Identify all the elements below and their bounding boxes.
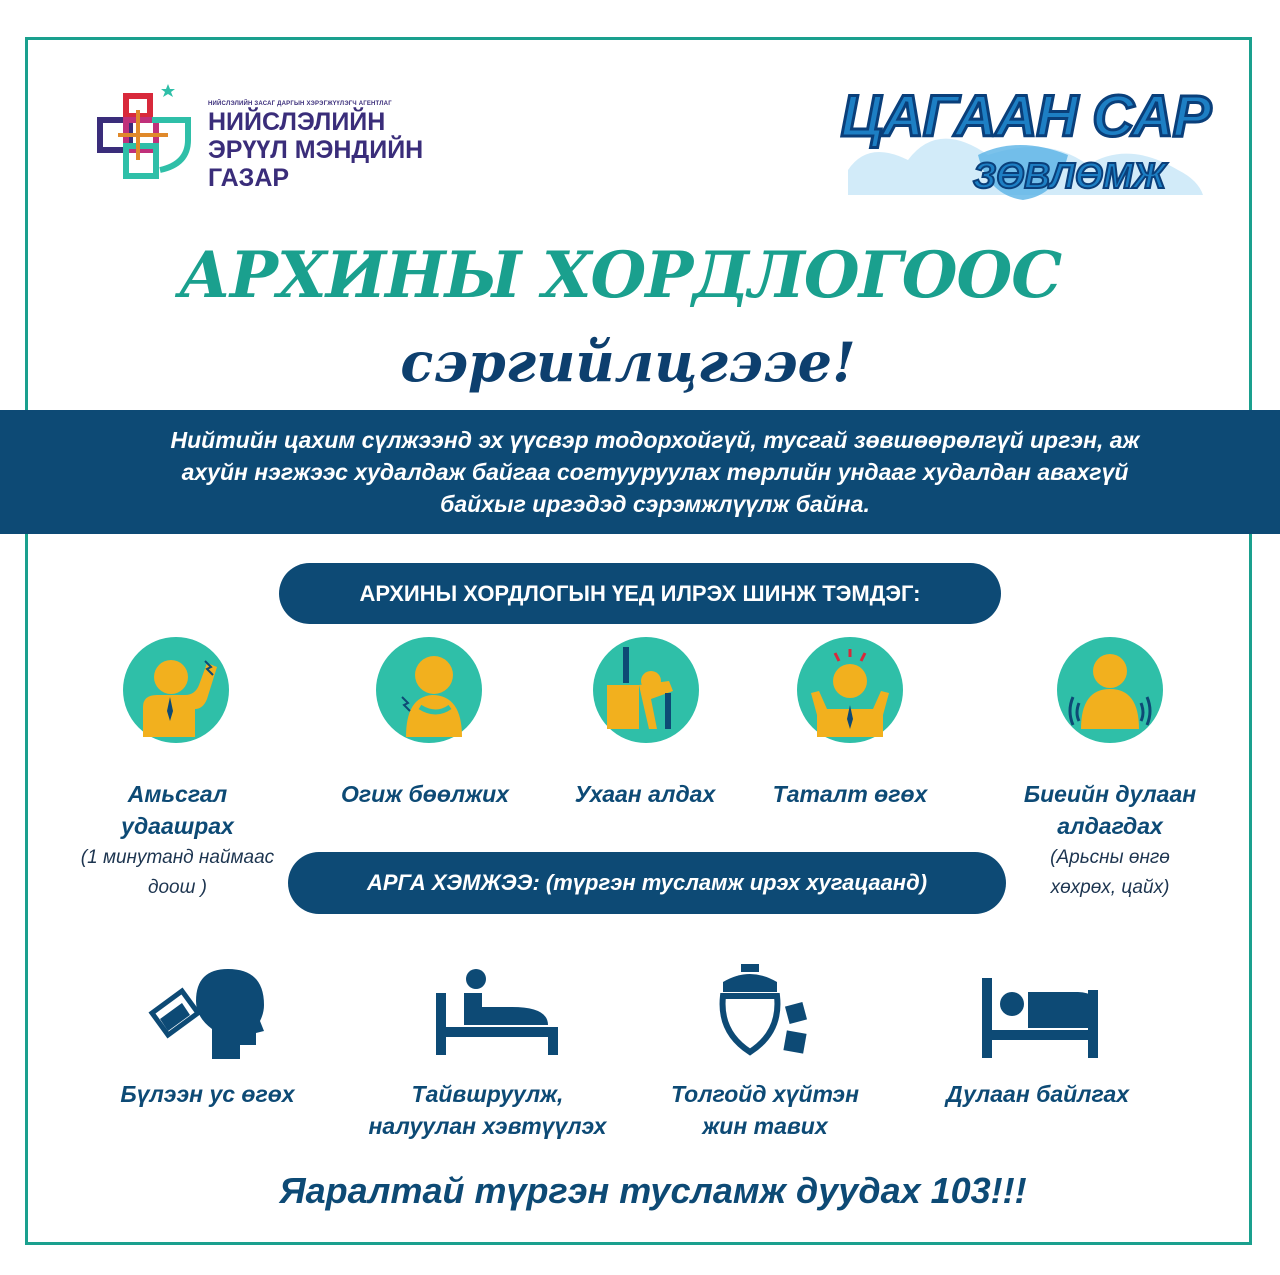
action-label: Дулаан байлгах — [945, 1081, 1130, 1107]
holiday-title: ЦАГААН САР — [840, 84, 1211, 149]
action-label: Толгойд хүйтэн жин тавих — [670, 1081, 860, 1139]
warning-text: Нийтийн цахим сүлжээнд эх үүсвэр тодорхойгүй, тусгай зөвшөөрөлгүй иргэн, аж ахуйн нэгжээс худалдаж байгаа согтууруулах төрлийн ундааг худалдан авахгүй байхыг иргэдэд сэрэмжлүүлж байна. — [170, 427, 1140, 517]
seizure-person-icon — [797, 637, 903, 743]
action-label: Тайвшруулж, налуулан хэвтүүлэх — [368, 1081, 607, 1139]
warning-banner — [0, 410, 1280, 534]
emergency-call-text: Яаралтай түргэн тусламж дуудах 103!!! — [279, 1170, 1027, 1211]
vomiting-person-icon — [376, 637, 482, 743]
org-logo — [96, 80, 436, 190]
shivering-person-icon — [1057, 637, 1163, 743]
drinking-water-icon — [148, 965, 268, 1065]
symptom-note: (Арьсны өнгө хөхрөх, цайх) — [1050, 847, 1170, 898]
main-heading: АРХИНЫ ХОРДЛОГООС — [178, 238, 1062, 313]
ice-pack-head-icon — [715, 962, 815, 1067]
symptom-label: Биеийн дулаан алдагдах — [1023, 781, 1197, 839]
symptom-label: Амьсгал удаашрах — [121, 781, 234, 839]
symptom-label: Таталт өгөх — [772, 781, 928, 807]
reclining-bed-icon — [432, 965, 562, 1065]
symptom-label: Ухаан алдах — [574, 781, 716, 807]
org-name-line3: ГАЗАР — [208, 164, 290, 192]
symptom-note: (1 минутанд наймаас доош ) — [80, 847, 275, 898]
org-name-line1: НИЙСЛЭЛИЙН — [208, 108, 386, 136]
symptoms-title: АРХИНЫ ХОРДЛОГЫН ҮЕД ИЛРЭХ ШИНЖ ТЭМДЭГ: — [279, 563, 1001, 624]
org-parent-name: НИЙСЛЭЛИЙН ЗАСАГ ДАРГЫН ХЭРЭГЖҮҮЛЭГЧ АГЕНТЛАГ — [208, 101, 392, 107]
warm-bed-icon — [978, 970, 1103, 1065]
org-name-line2: ЭРҮҮЛ МЭНДИЙН — [208, 136, 424, 164]
main-subheading: сэргийлцгээе! — [400, 330, 856, 394]
org-emblem-icon — [96, 80, 196, 190]
holiday-subtitle: ЗӨВЛӨМЖ — [973, 155, 1167, 196]
fainting-person-icon — [593, 637, 699, 743]
holiday-badge — [828, 75, 1223, 205]
symptom-label: Огиж бөөлжих — [341, 781, 509, 807]
actions-title: АРГА ХЭМЖЭЭ: (түргэн тусламж ирэх хугацаанд) — [288, 852, 1006, 914]
breathing-person-icon — [123, 637, 229, 743]
action-label: Бүлээн ус өгөх — [120, 1081, 295, 1107]
